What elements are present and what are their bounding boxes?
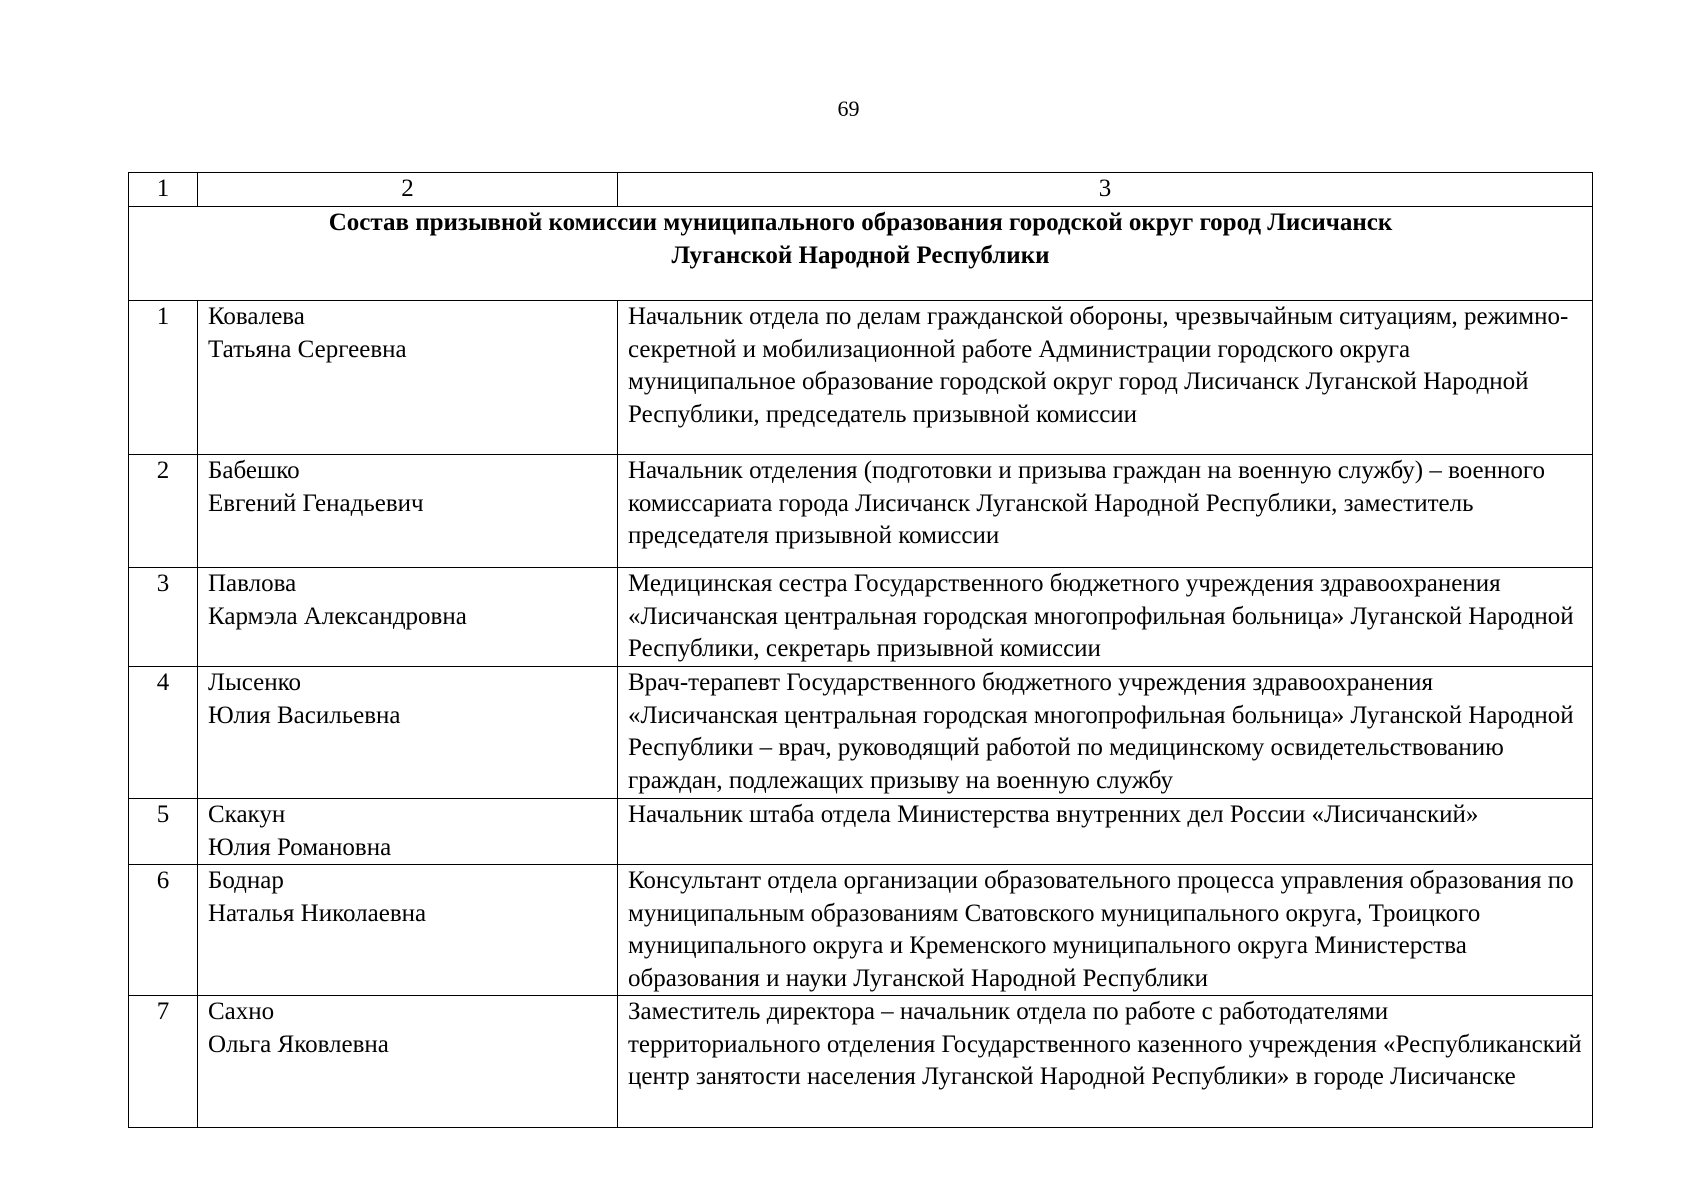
member-position xyxy=(618,996,1593,1128)
position-text: Медицинская сестра Государственного бюджетного учреждения здравоохранения «Лисичанская центральная городская многопрофильная больница» Луганской Народной Республики, секретарь призывной комиссии xyxy=(628,570,1574,662)
member-name xyxy=(198,996,618,1128)
member-position xyxy=(618,667,1593,799)
member-surname: Павлова xyxy=(208,570,297,597)
row-number: 3 xyxy=(129,568,198,667)
position-text: Начальник отдела по делам гражданской обороны, чрезвычайным ситуациям, режимно-секретной и мобилизационной работе Администрации городского округа муниципальное образование городской округ город Лисичанск Луганской Народной Республики, председатель призывной комиссии xyxy=(628,303,1569,428)
table-row xyxy=(129,865,1593,996)
page-number: 69 xyxy=(837,96,860,121)
member-given-names: Юлия Васильевна xyxy=(208,701,401,729)
row-number: 4 xyxy=(129,667,198,799)
row-number: 5 xyxy=(129,799,198,865)
table-row xyxy=(129,667,1593,799)
member-surname: Ковалева xyxy=(208,303,305,330)
row-number: 2 xyxy=(129,455,198,568)
section-title-line-1: Состав призывной комиссии муниципального образования городской округ город Лисичанск xyxy=(328,209,1393,236)
member-name xyxy=(198,799,618,865)
table-row xyxy=(129,455,1593,568)
row-number: 6 xyxy=(129,865,198,996)
member-given-names: Наталья Николаевна xyxy=(208,899,427,927)
member-position xyxy=(618,865,1593,996)
section-title-row xyxy=(129,207,1593,301)
section-title-line-2: Луганской Народной Республики xyxy=(671,241,1050,269)
table-row xyxy=(129,799,1593,865)
member-name xyxy=(198,865,618,996)
member-name xyxy=(198,455,618,568)
table-row xyxy=(129,301,1593,455)
member-given-names: Ольга Яковлевна xyxy=(208,1030,389,1058)
column-number-1: 1 xyxy=(129,173,198,207)
column-number-3: 3 xyxy=(618,173,1593,207)
member-name xyxy=(198,568,618,667)
table-row xyxy=(129,568,1593,667)
member-name xyxy=(198,301,618,455)
column-number-row xyxy=(129,173,1593,207)
member-given-names: Евгений Генадьевич xyxy=(208,489,424,517)
member-position xyxy=(618,301,1593,455)
member-surname: Бабешко xyxy=(208,457,300,484)
row-number: 7 xyxy=(129,996,198,1128)
member-position xyxy=(618,799,1593,865)
position-text: Заместитель директора – начальник отдела по работе с работодателями территориального отделения Государственного казенного учреждения «Республиканский центр занятости населения Луганской Народной Республики» в городе Лисичанске xyxy=(628,998,1582,1090)
member-given-names: Татьяна Сергеевна xyxy=(208,335,407,363)
member-surname: Боднар xyxy=(208,867,284,894)
member-surname: Лысенко xyxy=(208,669,302,696)
member-given-names: Юлия Романовна xyxy=(208,833,392,861)
commission-table xyxy=(128,172,1593,1128)
table-row xyxy=(129,996,1593,1128)
row-number: 1 xyxy=(129,301,198,455)
member-surname: Скакун xyxy=(208,801,286,828)
position-text: Начальник отделения (подготовки и призыва граждан на военную службу) – военного комиссариата города Лисичанск Луганской Народной Республики, заместитель председателя призывной комиссии xyxy=(628,457,1546,549)
column-number-2: 2 xyxy=(198,173,618,207)
member-position xyxy=(618,455,1593,568)
member-position xyxy=(618,568,1593,667)
position-text: Начальник штаба отдела Министерства внутренних дел России «Лисичанский» xyxy=(628,801,1479,828)
member-given-names: Кармэла Александровна xyxy=(208,602,467,630)
position-text: Врач-терапевт Государственного бюджетного учреждения здравоохранения «Лисичанская центральная городская многопрофильная больница» Луганской Народной Республики – врач, руководящий работой по медицинскому освидетельствованию граждан, подлежащих призыву на военную службу xyxy=(628,669,1574,794)
member-name xyxy=(198,667,618,799)
position-text: Консультант отдела организации образовательного процесса управления образования по муниципальным образованиям Сватовского муниципального округа, Троицкого муниципального округа и Кременского муниципального округа Министерства образования и науки Луганской Народной Республики xyxy=(628,867,1574,992)
section-title xyxy=(129,207,1593,301)
member-surname: Сахно xyxy=(208,998,275,1025)
